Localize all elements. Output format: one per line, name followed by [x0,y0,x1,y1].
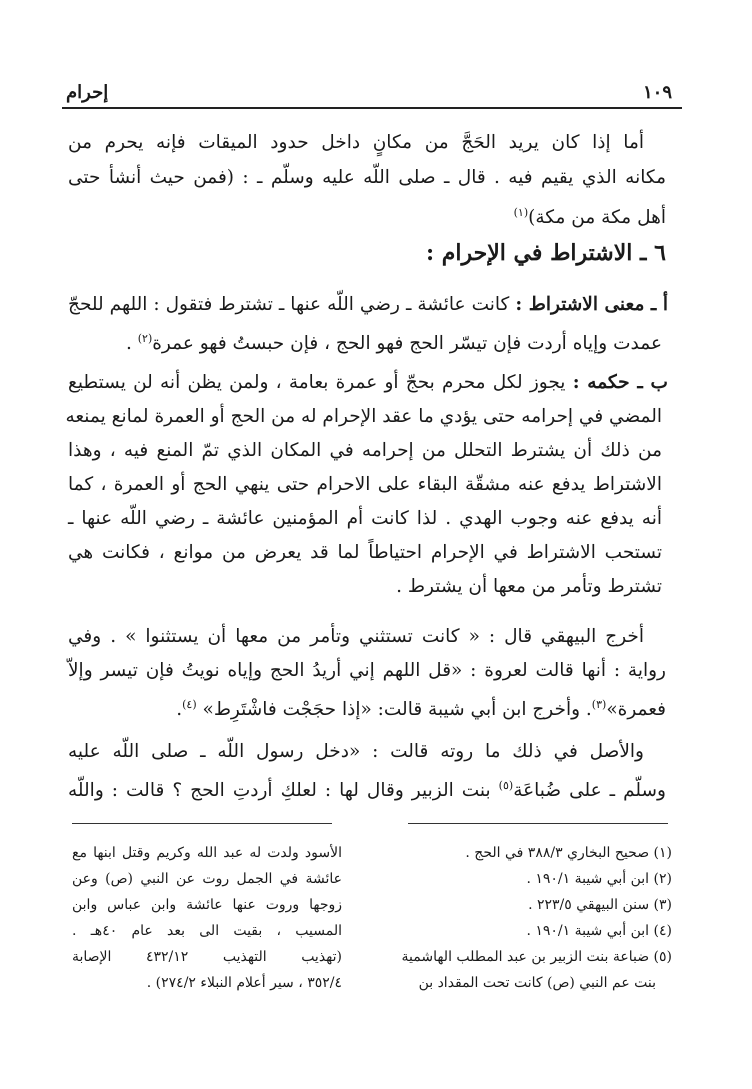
paragraph-text: أهل مكة من مكة) [528,207,666,229]
footnote-line: زوجها وروت عنها عائشة وابن عباس وابن [72,897,342,913]
paragraph-line: أخرج البيهقي قال : « كانت تستثني وتأمر من معها أن يستثنوا » . وفي [68,626,644,647]
footnote-line: (٢) ابن أبي شيبة ١٩٠/١ . [526,871,672,887]
header-rule [62,107,682,109]
paragraph-line [68,771,666,806]
footnote-line: المسيب ، بقيت الى بعد عام ٤٠هـ . [72,923,342,939]
paragraph-text: فعمرة» [606,699,666,721]
footnote-line: (١) صحيح البخاري ٣٨٨/٣ في الحج . [465,845,672,861]
section-heading: ٦ ـ الاشتراط في الإحرام : [425,240,666,266]
footnote-ref: (٢) [137,332,153,345]
running-title: إحرام [66,82,109,103]
paragraph-line: والأصل في ذلك ما روته قالت : «دخل رسول اللّه ـ صلى اللّه عليه [68,741,644,762]
item-a-text: عمدت وإياه أردت فإن تيسّر الحج فهو الحج ، فإن حبستُ فهو عمرة [152,333,662,355]
footnote-rule [408,823,668,824]
item-a-label: أ ـ معنى الاشتراط : [515,294,669,315]
item-b-text: يجوز لكل محرم بحجّ أو عمرة بعامة ، ولمن يظن أنه لن يستطيع [68,372,566,393]
paragraph-line: رواية : أنها قالت لعروة : «قل اللهم إني أريدُ الحج وإياه نويتُ فإن تيسر وإلاّ [68,660,666,681]
paragraph-line: أما إذا كان يريد الحَجَّ من مكانٍ داخل حدود الميقات فإنه يحرم من [68,132,644,153]
paragraph-line: مكانه الذي يقيم فيه . قال ـ صلى اللّه عليه وسلّم ـ : (فمن حيث أنشأ حتى [68,167,666,188]
item-b-line: الاشتراط يدفع عنه مشقّة البقاء على الاحرام حتى ينهي الحج أو العمرة ، كما [68,474,662,495]
footnote-ref: (٥) [498,779,514,792]
paragraph-line: فعمرة»$^{(٣)}$. وأخرج ابن أبي شيبة قالت: «إذا حجَجْت فاشْتَرِط» $^{(٤)}$. [176,698,666,721]
item-b-line: المضي في إحرامه حتى يؤدي ما عقد الإحرام له من الحج أو العمرة لمانع يمنعه [65,406,662,427]
footnote-line: (٥) ضباعة بنت الزبير بن عبد المطلب الهاشمية [401,949,672,965]
footnote-line: ٣٥٢/٤ ، سير أعلام النبلاء ٢٧٤/٢) . [146,975,342,991]
footnote-rule [72,823,332,824]
item-b-line [68,368,668,398]
paragraph-text: بنت الزبير وقال لها : لعلكِ أردتِ الحج ؟ قالت : واللّه [68,780,491,802]
footnote-ref: (١) [513,206,529,219]
paragraph-text: . وأخرج ابن أبي شيبة قالت: «إذا حجَجْت فاشْتَرِط» [202,699,592,721]
footnote-line: الأسود ولدت له عبد الله وكريم وقتل ابنها مع [72,845,342,861]
item-a-line: عمدت وإياه أردت فإن تيسّر الحج فهو الحج ، فإن حبستُ فهو عمرة$^{(٢)}$ . [125,332,662,355]
footnote-line: (٤) ابن أبي شيبة ١٩٠/١ . [526,923,672,939]
paragraph-line [68,198,666,233]
item-a-line [68,290,668,320]
footnote-ref: (٤) [182,698,197,711]
item-a-text: كانت عائشة ـ رضي اللّه عنها ـ تشترط فتقول : اللهم للحجّ [68,294,510,315]
footnote-line: بنت عم النبي (ص) كانت تحت المقداد بن [418,975,656,991]
page-number: ١٠٩ [642,82,672,103]
item-b-line: من ذلك أن يشترط التحلل من إحرامه في المكان الذي تمّ المنع فيه ، وهذا [68,440,662,461]
item-b-label: ب ـ حكمه : [572,372,668,393]
footnote-line: (تهذيب التهذيب ٤٣٢/١٢ الإصابة [72,949,342,965]
footnote-line: عائشة في الجمل روت عن النبي (ص) وعن [72,871,342,887]
item-b-line: أنه يدفع عنه وجوب الهدي . لذا كانت أم المؤمنين عائشة ـ رضي اللّه عنها ـ [68,508,662,529]
item-b-line: تشترط وتأمر من معها أن يشترط . [396,576,662,597]
item-b-line: تستحب الاشتراط في الإحرام احتياطاً لما قد يعرض من موانع ، فكانت هي [68,542,662,563]
paragraph-text: وسلّم ـ على ضُباعَة [513,780,666,802]
footnote-line: (٣) سنن البيهقي ٢٢٣/٥ . [528,897,672,913]
footnote-ref: (٣) [591,698,607,711]
